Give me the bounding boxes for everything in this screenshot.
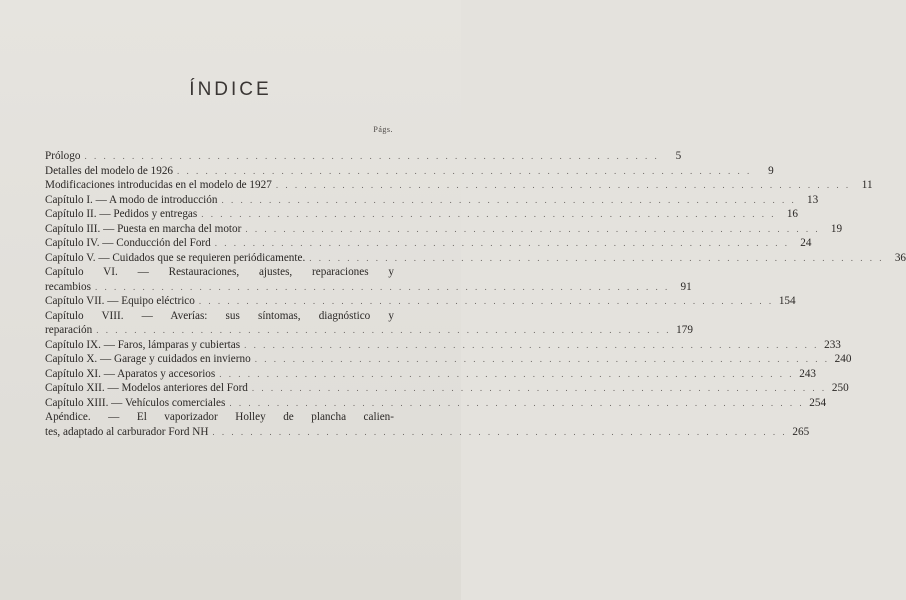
dot-leader (245, 222, 820, 237)
dot-leader (199, 294, 774, 309)
toc-entry-label: Capítulo II. — Pedidos y entregas (45, 208, 198, 220)
toc-entry-page: 24 (800, 237, 812, 249)
toc-entry (45, 178, 873, 193)
toc-entry-first-line (45, 265, 394, 280)
toc-entry-label: Capítulo IV. — Conducción del Ford (45, 237, 211, 249)
dot-leader (229, 396, 804, 411)
toc-entry (45, 352, 852, 367)
dot-leader (84, 149, 659, 164)
toc-entry-label: Capítulo V. — Cuidados que se requieren periódicamente. (45, 251, 306, 264)
toc-entry-label: Capítulo III. — Puesta en marcha del motor (45, 222, 242, 235)
toc-entry (45, 396, 827, 411)
toc-entry (45, 381, 849, 396)
pages-column-label: Págs. (373, 125, 393, 134)
toc-entry-page: 9 (768, 164, 774, 177)
toc-entry-page: 179 (676, 324, 693, 336)
toc-entry-page: 243 (799, 367, 817, 380)
toc-entry-page: 265 (792, 425, 810, 438)
dot-leader (244, 338, 819, 353)
toc-entry-page: 240 (834, 353, 852, 365)
toc-entry-label: Prólogo (45, 150, 81, 162)
toc-entry-label: Capítulo XI. — Aparatos y accesorios (45, 367, 216, 380)
toc-entry (45, 193, 819, 208)
toc-entry (45, 251, 906, 266)
dot-leader (276, 178, 851, 193)
toc-entry-label: Apéndice. — El vaporizador Holley de plancha calien- (45, 411, 394, 423)
toc-entry-first-line (45, 410, 394, 425)
dot-leader (177, 164, 752, 179)
toc-entry-label: Capítulo VI. — Restauraciones, ajustes, reparaciones y (45, 266, 394, 278)
toc-entry (45, 149, 682, 164)
toc-entry-label: Modificaciones introducidas en el modelo de 1927 (45, 179, 272, 191)
dot-leader (255, 352, 830, 367)
dot-leader (96, 323, 671, 338)
toc-entry-page: 154 (778, 295, 796, 307)
dot-leader (201, 207, 776, 222)
toc-entry-page: 91 (680, 280, 692, 293)
toc-entry-label: Detalles del modelo de 1926 (45, 164, 174, 177)
dot-leader (219, 367, 794, 382)
table-of-contents (45, 149, 906, 439)
toc-entry-label: Capítulo IX. — Faros, lámparas y cubiertas (45, 338, 241, 351)
toc-entry-label: Capítulo XIII. — Vehículos comerciales (45, 396, 226, 409)
toc-entry-continuation (45, 323, 693, 338)
toc-entry-first-line (45, 309, 394, 324)
toc-entry-label: Capítulo X. — Garage y cuidados en invierno (45, 353, 251, 365)
toc-entry (45, 164, 774, 179)
dot-leader (309, 251, 884, 266)
toc-entry-label: Capítulo VII. — Equipo eléctrico (45, 295, 195, 307)
toc-entry-continuation (45, 425, 810, 440)
toc-entry-page: 16 (786, 208, 798, 220)
toc-entry-label: reparación (45, 324, 93, 336)
toc-entry-label: recambios (45, 280, 91, 293)
toc-entry-label: tes, adaptado al carburador Ford NH (45, 425, 209, 438)
toc-entry (45, 207, 798, 222)
toc-entry (45, 236, 812, 251)
toc-entry (45, 338, 841, 353)
toc-entry-page: 5 (675, 150, 682, 162)
toc-entry-page: 19 (830, 222, 843, 235)
toc-entry (45, 294, 796, 309)
dot-leader (215, 236, 790, 251)
toc-entry-continuation (45, 280, 692, 295)
toc-entry (45, 222, 843, 237)
toc-entry-label: Capítulo XII. — Modelos anteriores del Ford (45, 382, 248, 394)
toc-entry-page: 233 (824, 338, 841, 351)
toc-entry-page: 254 (809, 396, 827, 409)
toc-entry (45, 367, 817, 382)
toc-entry-page: 250 (831, 382, 849, 394)
dot-leader (95, 280, 670, 295)
toc-entry-page: 11 (861, 179, 873, 191)
dot-leader (252, 381, 827, 396)
toc-entry-label: Capítulo VIII. — Averías: sus síntomas, diagnóstico y (45, 309, 394, 322)
toc-entry-page: 36 (894, 251, 906, 264)
dot-leader (212, 425, 787, 440)
page-title: ÍNDICE (189, 79, 272, 100)
dot-leader (221, 193, 796, 208)
toc-entry-label: Capítulo I. — A modo de introducción (45, 193, 218, 206)
toc-entry-page: 13 (807, 193, 819, 206)
